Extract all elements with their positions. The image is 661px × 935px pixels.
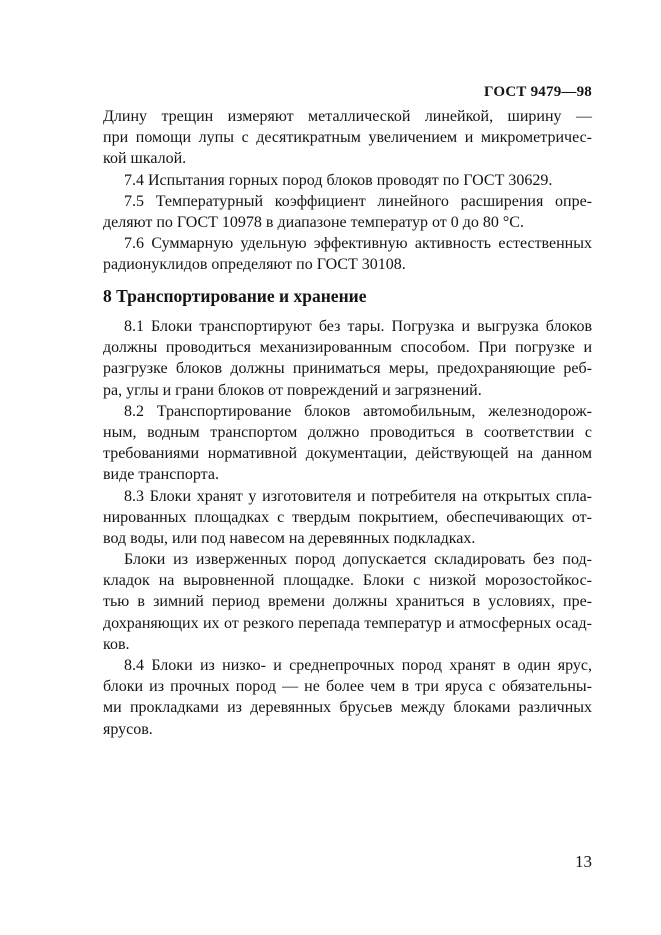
text-line: должны проводиться механизированным способом. При погрузке и <box>103 339 592 357</box>
section-7-text <box>103 108 592 278</box>
text-line: тью в зимний период времени должны храниться в условиях, пре- <box>103 593 592 611</box>
text-line: 7.5 Температурный коэффициент линейного расширения опре- <box>124 192 592 210</box>
paragraph-8-1 <box>103 318 592 403</box>
text-line: 8.4 Блоки из низко- и среднепрочных пород хранят в один ярус, <box>124 657 592 674</box>
text-line: 7.6 Суммарную удельную эффективную активность естественных <box>124 235 592 253</box>
text-line: ра, углы и грани блоков от повреждений и загрязнений. <box>103 381 482 399</box>
text-line: дохраняющих их от резкого перепада температур и атмосферных осад- <box>103 614 592 632</box>
paragraph-7-4 <box>103 172 592 193</box>
text-line: 7.4 Испытания горных пород блоков проводят по ГОСТ 30629. <box>124 171 553 189</box>
text-line: ярусов. <box>103 720 153 738</box>
text-line: нированных площадках с твердым покрытием, обеспечивающих от- <box>103 508 592 526</box>
text-line: 8.2 Транспортирование блоков автомобильным, железнодорож- <box>124 402 592 420</box>
text-line: ми прокладками из деревянных брусьев между блоками различных <box>103 699 592 717</box>
text-line: блоки из прочных пород — не более чем в три яруса с обязательны- <box>103 678 592 696</box>
paragraph-8-2 <box>103 403 592 488</box>
text-line: кладок на выровненной площадке. Блоки с низкой морозостойкос- <box>103 572 592 590</box>
text-line: радионуклидов определяют по ГОСТ 30108. <box>103 256 406 274</box>
text-line: ков. <box>103 635 130 653</box>
paragraph-8-4 <box>103 657 592 742</box>
text-line: при помощи лупы с десятикратным увеличением и микрометричес- <box>103 129 592 147</box>
text-line: 8.3 Блоки хранят у изготовителя и потребителя на открытых спла- <box>124 487 592 505</box>
text-line: разгрузке блоков должны приниматься меры, предохраняющие реб- <box>103 360 592 378</box>
paragraph-7-6 <box>103 235 592 277</box>
text-line: виде транспорта. <box>103 466 219 484</box>
text-line: Блоки из изверженных пород допускается складировать без под- <box>124 551 592 569</box>
paragraph-7-3-continuation <box>103 108 592 172</box>
document-header: ГОСТ 9479—98 <box>483 84 592 100</box>
text-line: ным, водным транспортом должно проводиться в соответствии с <box>103 423 592 441</box>
page-number: 13 <box>575 852 592 871</box>
section-8-text <box>103 318 592 742</box>
paragraph-8-3-storage <box>103 551 592 657</box>
text-line: вод воды, или под навесом на деревянных подкладках. <box>103 529 476 547</box>
section-8-heading: 8 Транспортирование и хранение <box>103 286 367 306</box>
paragraph-8-3 <box>103 488 592 552</box>
text-line: 8.1 Блоки транспортируют без тары. Погрузка и выгрузка блоков <box>124 318 592 335</box>
text-line: требованиями нормативной документации, действующей на данном <box>103 445 592 463</box>
paragraph-7-5 <box>103 193 592 235</box>
text-line: кой шкалой. <box>103 150 187 168</box>
text-line: Длину трещин измеряют металлической линейкой, ширину — <box>103 108 592 125</box>
text-line: деляют по ГОСТ 10978 в диапазоне температур от 0 до 80 °С. <box>103 213 524 231</box>
